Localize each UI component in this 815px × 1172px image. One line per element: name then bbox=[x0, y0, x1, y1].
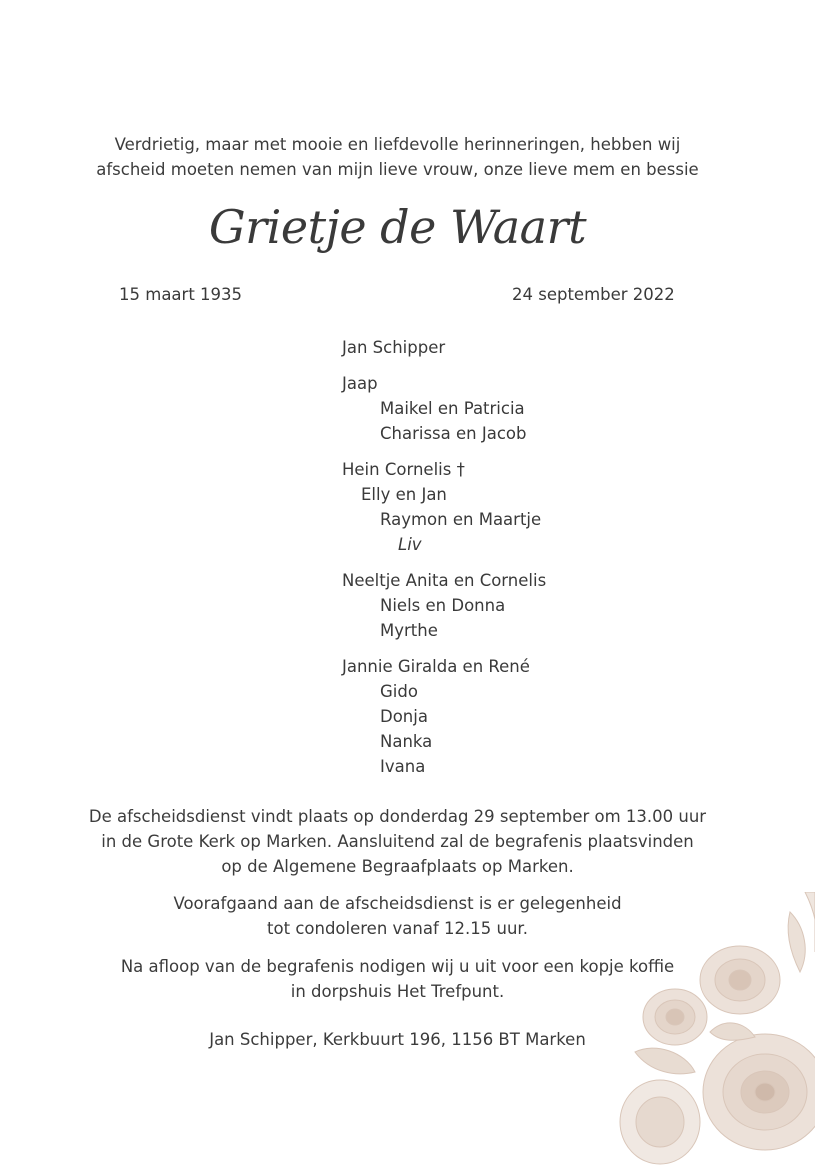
service-info bbox=[0, 804, 795, 879]
family-member-line: Jannie Giralda en René bbox=[342, 657, 530, 676]
address: Jan Schipper, Kerkbuurt 196, 1156 BT Marken bbox=[209, 1030, 586, 1049]
coffee-line-2: in dorpshuis Het Trefpunt. bbox=[290, 982, 505, 1001]
family-member-line: Raymon en Maartje bbox=[380, 510, 542, 529]
family-member-line: Maikel en Patricia bbox=[380, 399, 525, 418]
family-member-line: Neeltje Anita en Cornelis bbox=[342, 571, 547, 590]
service-line-3: op de Algemene Begraafplaats op Marken. bbox=[221, 857, 574, 876]
condolence-line-1: Voorafgaand aan de afscheidsdienst is er gelegenheid bbox=[173, 894, 622, 913]
coffee-line-1: Na afloop van de begrafenis nodigen wij u uit voor een kopje koffie bbox=[120, 957, 675, 976]
family-member-line: Charissa en Jacob bbox=[380, 424, 527, 443]
service-line-2: in de Grote Kerk op Marken. Aansluitend zal de begrafenis plaatsvinden bbox=[101, 832, 694, 851]
death-date: 24 september 2022 bbox=[512, 285, 675, 304]
intro-text bbox=[0, 132, 795, 182]
family-member-line: Gido bbox=[380, 682, 418, 701]
family-member-line: Hein Cornelis † bbox=[342, 460, 465, 479]
family-member-line: Ivana bbox=[380, 757, 426, 776]
family-member-line: Donja bbox=[380, 707, 428, 726]
deceased-name: Grietje de Waart bbox=[208, 200, 587, 254]
condolence-line-2: tot condoleren vanaf 12.15 uur. bbox=[267, 919, 528, 938]
family-member-line: Nanka bbox=[380, 732, 433, 751]
family-member-line: Jaap bbox=[342, 374, 378, 393]
birth-date: 15 maart 1935 bbox=[119, 285, 243, 304]
roses-decoration-image bbox=[615, 892, 815, 1172]
intro-line-2: afscheid moeten nemen van mijn lieve vrouw, onze lieve mem en bessie bbox=[96, 160, 699, 179]
family-member-line: Jan Schipper bbox=[342, 338, 446, 357]
family-member-line: Niels en Donna bbox=[380, 596, 506, 615]
family-member-line: Liv bbox=[398, 535, 422, 554]
intro-line-1: Verdrietig, maar met mooie en liefdevolle herinneringen, hebben wij bbox=[114, 135, 681, 154]
family-member-line: Myrthe bbox=[380, 621, 438, 640]
family-member-line: Elly en Jan bbox=[361, 485, 447, 504]
service-line-1: De afscheidsdienst vindt plaats op donderdag 29 september om 13.00 uur bbox=[88, 807, 707, 826]
family-list bbox=[342, 335, 546, 779]
